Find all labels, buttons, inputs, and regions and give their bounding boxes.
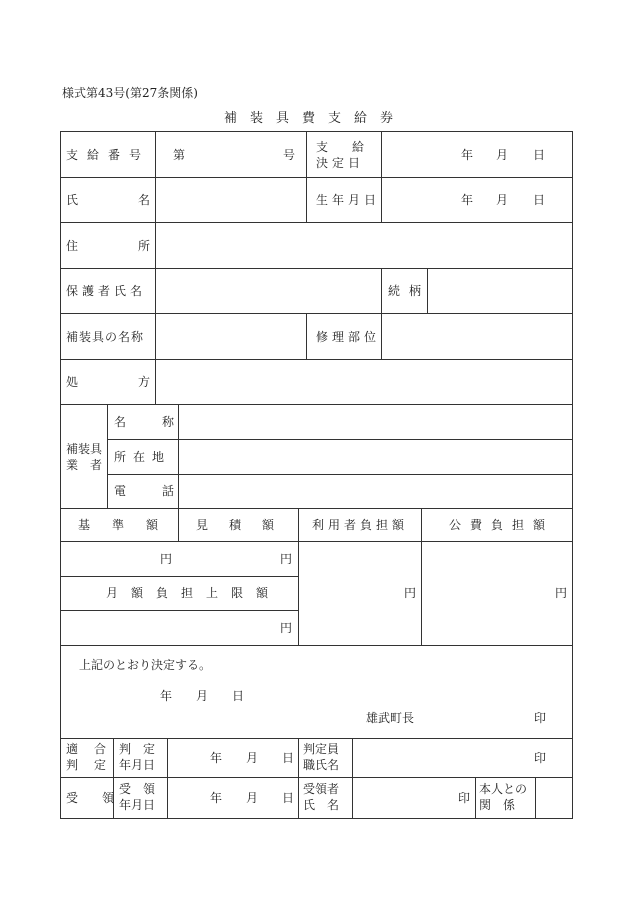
guardian-name-label: 保護者氏名 — [66, 284, 147, 298]
col-divider — [167, 738, 168, 819]
row-divider — [60, 268, 573, 269]
col-divider — [306, 131, 307, 222]
vendor-name-label-1: 名 — [114, 415, 127, 429]
col-divider — [107, 404, 108, 508]
standard-amount-label: 基準額 — [78, 518, 181, 532]
public-burden-yen: 円 — [555, 586, 568, 600]
col-divider — [298, 738, 299, 819]
vendor-phone-label-1: 電 — [114, 484, 127, 498]
form-frame — [60, 131, 573, 819]
receipt-date-label-1: 受 領 — [119, 782, 156, 796]
row-divider — [60, 177, 573, 178]
estimate-amount-label: 見積額 — [196, 518, 296, 532]
decision-date-label-1: 支 給 — [316, 140, 365, 154]
prescription-label-2: 方 — [138, 375, 151, 389]
name-label-2: 名 — [138, 193, 151, 207]
receipt-date-label-2: 年月日 — [119, 798, 156, 812]
col-divider — [381, 313, 382, 359]
judgment-date: 年 月 日 — [210, 751, 295, 765]
judge-staff-seal: 印 — [534, 751, 547, 765]
user-burden-yen: 円 — [404, 586, 417, 600]
decision-date: 年 月 日 — [160, 689, 245, 703]
birthdate-day: 日 — [533, 193, 546, 207]
decision-statement: 上記のとおり決定する。 — [79, 658, 212, 672]
repair-part-label: 修理部位 — [316, 330, 381, 344]
vendor-phone-label-2: 話 — [162, 484, 175, 498]
judgment-date-label-1: 判 定 — [119, 742, 156, 756]
monthly-limit-yen: 円 — [280, 621, 293, 635]
judge-staff-label-2: 職氏名 — [303, 758, 340, 772]
receiver-seal: 印 — [458, 791, 471, 805]
prescription-label-1: 処 — [66, 375, 79, 389]
col-divider — [352, 738, 353, 819]
col-divider — [298, 508, 299, 645]
vendor-group-label-2: 業 者 — [66, 458, 103, 472]
col-divider — [421, 508, 422, 645]
vendor-name-label-2: 称 — [162, 415, 175, 429]
public-burden-label: 公費負担額 — [449, 518, 555, 532]
support-number-dai: 第 — [173, 148, 186, 162]
receiver-name-label-2: 氏 名 — [303, 798, 340, 812]
form-number: 様式第43号(第27条関係) — [62, 86, 198, 100]
col-divider — [306, 313, 307, 359]
col-divider — [155, 131, 156, 404]
col-divider — [113, 738, 114, 819]
mayor-seal: 印 — [534, 711, 547, 725]
birthdate-year: 年 — [461, 193, 474, 207]
row-divider — [107, 439, 573, 440]
birthdate-label: 生年月日 — [316, 193, 381, 207]
relation-to-person-label-2: 関 係 — [479, 798, 516, 812]
relationship-label: 続柄 — [388, 284, 431, 298]
decision-date-day: 日 — [533, 148, 546, 162]
monthly-limit-label: 月額負担上限額 — [106, 586, 282, 600]
support-number-label: 支給番号 — [66, 148, 151, 162]
standard-amount-yen: 円 — [160, 552, 173, 566]
address-label-2: 所 — [138, 239, 151, 253]
row-divider — [60, 576, 298, 577]
vendor-location-label: 所在地 — [114, 450, 172, 464]
col-divider — [535, 777, 536, 819]
mayor-name: 雄武町長 — [366, 711, 415, 725]
receiver-name-label-1: 受領者 — [303, 782, 340, 796]
fit-judgment-label-1: 適 合 — [66, 742, 109, 756]
fit-judgment-label-2: 判 定 — [66, 758, 109, 772]
col-divider — [381, 131, 382, 222]
name-label-1: 氏 — [66, 193, 79, 207]
relation-to-person-label-1: 本人との — [479, 782, 528, 796]
estimate-amount-yen: 円 — [280, 552, 293, 566]
support-number-go: 号 — [283, 148, 296, 162]
col-divider — [381, 268, 382, 313]
row-divider — [60, 313, 573, 314]
receipt-date: 年 月 日 — [210, 791, 295, 805]
vendor-group-label-1: 補装具 — [66, 442, 103, 456]
row-divider — [60, 508, 573, 509]
row-divider — [60, 404, 573, 405]
address-label-1: 住 — [66, 239, 79, 253]
col-divider — [475, 777, 476, 819]
receipt-label: 受 領 — [66, 791, 115, 805]
user-burden-label: 利用者負担額 — [312, 518, 409, 532]
row-divider — [60, 359, 573, 360]
decision-date-month: 月 — [496, 148, 509, 162]
decision-date-label-2: 決定日 — [316, 156, 365, 170]
judgment-date-label-2: 年月日 — [119, 758, 156, 772]
device-name-label: 補装具の名称 — [66, 330, 145, 344]
row-divider — [60, 222, 573, 223]
row-divider — [60, 738, 573, 739]
row-divider — [60, 645, 573, 646]
decision-date-year: 年 — [461, 148, 474, 162]
form-title: 補装具費支給券 — [223, 111, 406, 126]
judge-staff-label-1: 判定員 — [303, 742, 340, 756]
row-divider — [107, 474, 573, 475]
row-divider — [60, 777, 573, 778]
row-divider — [60, 541, 573, 542]
row-divider — [60, 610, 298, 611]
birthdate-month: 月 — [496, 193, 509, 207]
